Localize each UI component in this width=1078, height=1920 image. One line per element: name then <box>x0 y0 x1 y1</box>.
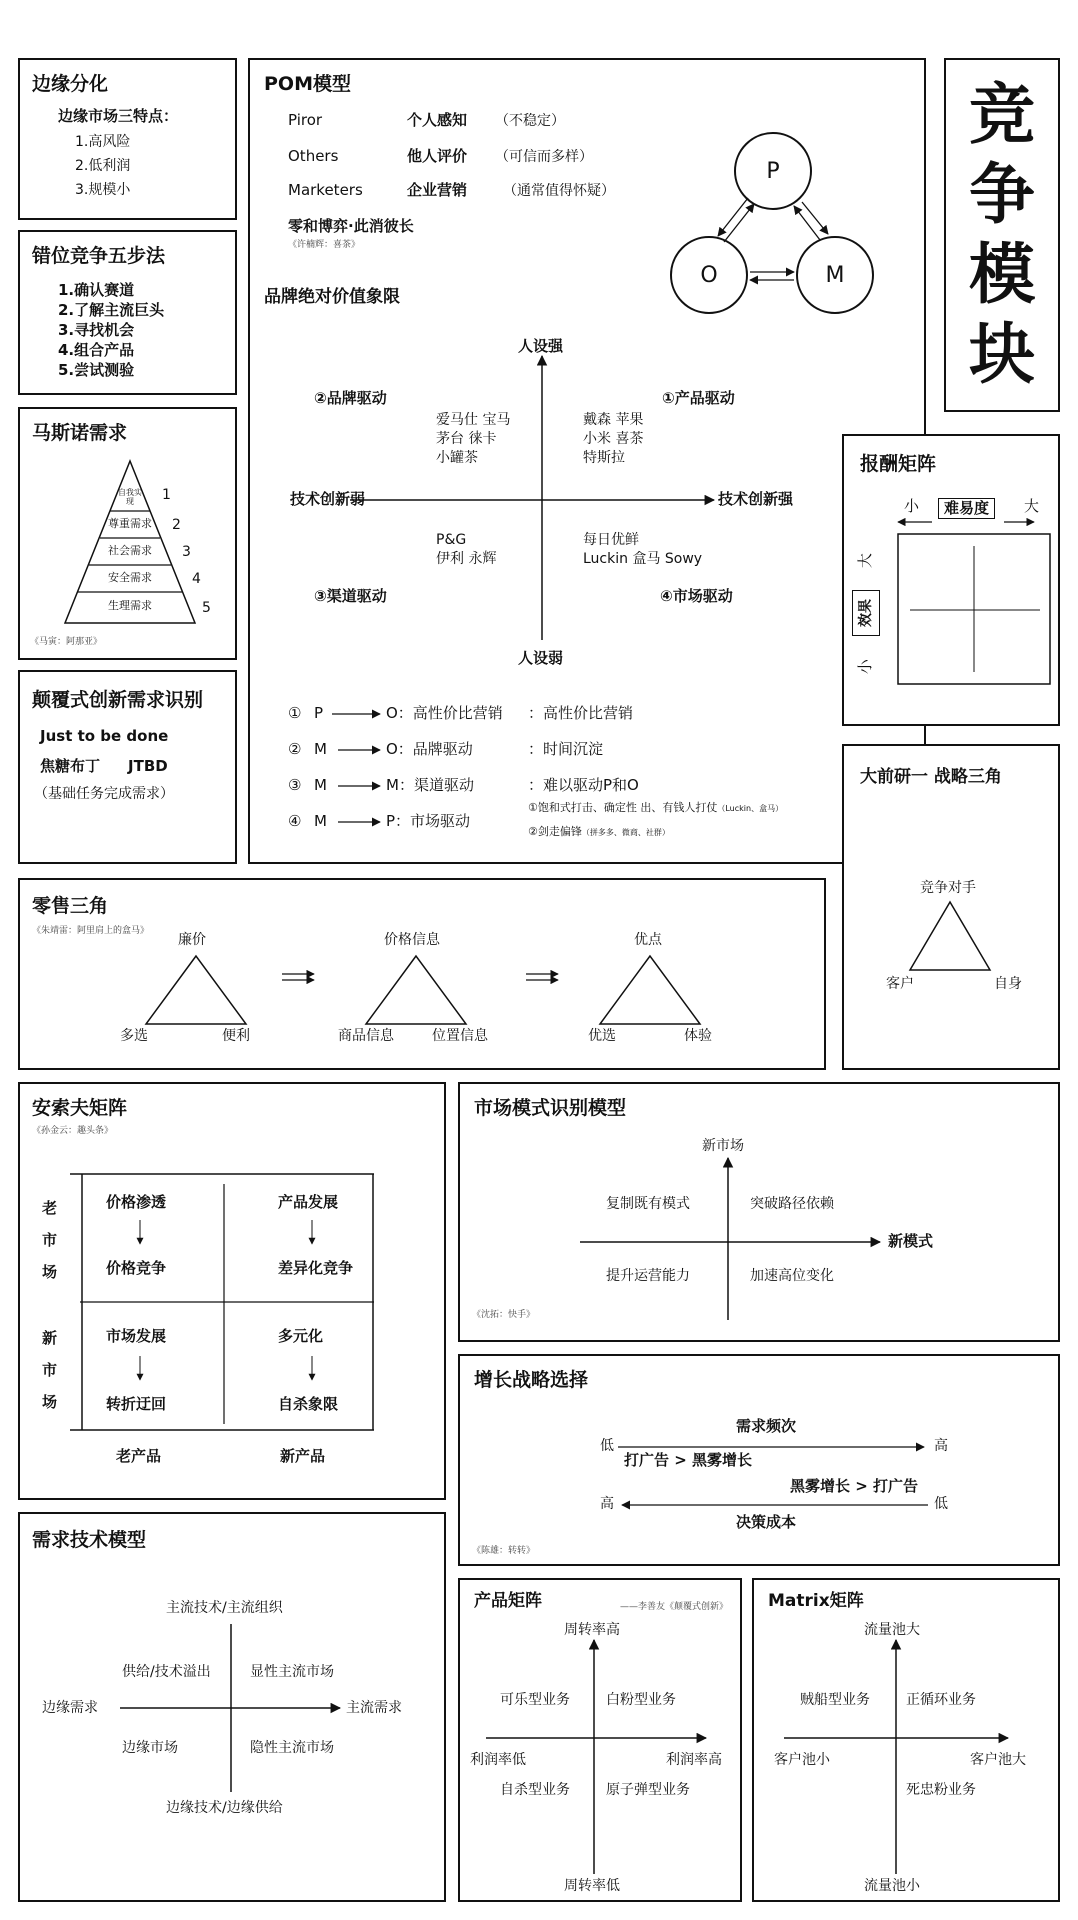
section-title: POM模型 <box>264 73 351 95</box>
quadrant-label: ①产品驱动 <box>662 389 735 407</box>
pyramid-level: 自我实现 <box>118 488 142 506</box>
axis-small-label: 小 <box>904 497 920 515</box>
maslow-section <box>18 407 237 660</box>
flow-from: M <box>314 740 327 758</box>
pyramid-number: 1 <box>162 487 171 503</box>
ansoff-section <box>18 1082 446 1500</box>
growth-line: 打广告 > 黑雾增长 <box>624 1451 753 1469</box>
quadrant-item: 每日优鲜 <box>583 532 639 548</box>
ansoff-grid <box>20 1084 448 1502</box>
effect-label <box>852 590 880 636</box>
ansoff-cell-top: 市场发展 <box>106 1327 167 1345</box>
market-label: 场 <box>42 1393 58 1411</box>
banner-char: 块 <box>969 316 1035 393</box>
quadrant-item: Luckin 盒马 Sowy <box>583 551 703 567</box>
effect-big-label: 大 <box>855 553 874 569</box>
quadrant-item: 显性主流市场 <box>250 1664 334 1680</box>
growth-arrows <box>460 1356 1062 1568</box>
quadrant-item: 小罐茶 <box>436 450 478 466</box>
quadrant-item: P&G <box>436 532 467 548</box>
quadrant-item: 茅台 徕卡 <box>436 431 497 447</box>
matrix-section <box>752 1578 1060 1902</box>
quadrant-item: 死忠粉业务 <box>906 1782 976 1798</box>
quadrant-item: 边缘市场 <box>122 1740 178 1756</box>
pyramid-level: 尊重需求 <box>108 517 152 530</box>
market-label: 场 <box>42 1263 58 1281</box>
section-subtitle: 边缘市场三特点： <box>58 107 179 125</box>
flow-number: ③ <box>288 776 302 794</box>
triangle-right-label: 体验 <box>684 1028 712 1044</box>
axis-label-top: 人设强 <box>518 337 564 355</box>
quadrant-item: 突破路径依赖 <box>750 1196 834 1212</box>
disrupt-line: 焦糖布丁 <box>40 757 101 775</box>
quadrant-item: 小米 喜茶 <box>583 431 644 447</box>
quadrant-item: 加速高位变化 <box>750 1268 834 1284</box>
pom-row-term: Piror <box>288 111 323 129</box>
triangle-top-label: 竞争对手 <box>920 880 976 896</box>
section-title: 需求技术模型 <box>32 1529 147 1551</box>
axis-low-label: 低 <box>934 1496 948 1512</box>
strategy-section <box>842 744 1060 1070</box>
axis-label-right: 主流需求 <box>346 1700 402 1716</box>
axis-label-top: 周转率高 <box>564 1622 620 1638</box>
quadrant-item: 正循环业务 <box>906 1692 976 1708</box>
quadrant-label: ④市场驱动 <box>660 587 733 605</box>
flow-from: M <box>314 776 327 794</box>
difficulty-label: 难易度 <box>938 498 995 519</box>
list-item: 2.低利润 <box>75 158 131 174</box>
demand-tech-section <box>18 1512 446 1902</box>
reward-section <box>842 434 1060 726</box>
banner-char: 模 <box>969 236 1035 313</box>
axis-label-left: 边缘需求 <box>42 1700 98 1716</box>
list-item: 1.高风险 <box>75 134 131 150</box>
list-item: 2.了解主流巨头 <box>58 301 165 319</box>
section-title: 马斯诺需求 <box>32 422 128 444</box>
ansoff-cell-bottom: 自杀象限 <box>278 1395 339 1413</box>
banner-char: 争 <box>969 156 1035 233</box>
axis-label-left: 利润率低 <box>470 1752 526 1768</box>
pom-row-note: （不稳定） <box>495 113 565 129</box>
quadrant-item: 爱马仕 宝马 <box>436 412 511 428</box>
source-note: 《陈雄：转转》 <box>472 1546 536 1556</box>
pom-row-meaning: 企业营销 <box>407 181 468 199</box>
pyramid-diagram <box>20 409 239 662</box>
flow-to: O：高性价比营销 <box>386 704 503 722</box>
pom-section <box>248 58 926 864</box>
axis-big-label: 大 <box>1024 497 1040 515</box>
flow-sub-small: （拼多多、微商、社群） <box>581 828 670 837</box>
pom-row-term: Marketers <box>288 181 363 199</box>
axis-label-right: 新模式 <box>888 1232 934 1250</box>
pyramid-number: 5 <box>202 600 211 616</box>
section-title: 产品矩阵 <box>474 1591 542 1611</box>
pom-row-note: （可信而多样） <box>495 149 593 165</box>
market-mode-section <box>458 1082 1060 1342</box>
pom-row-term: Others <box>288 147 339 165</box>
product-label: 新产品 <box>280 1447 326 1465</box>
effect-label-text: 效果 <box>857 599 874 627</box>
ansoff-cell-bottom: 转折迂回 <box>106 1395 167 1413</box>
axis-label-left: 客户池小 <box>774 1752 830 1768</box>
section-title: 安索夫矩阵 <box>32 1097 128 1119</box>
axis-label-bottom: 周转率低 <box>564 1878 620 1894</box>
flow-to: P：市场驱动 <box>386 812 471 830</box>
axis-label-right: 客户池大 <box>970 1752 1026 1768</box>
section-title: 报酬矩阵 <box>860 453 937 475</box>
pom-row-meaning: 个人感知 <box>407 111 468 129</box>
disrupt-line: JTBD <box>128 757 168 775</box>
section-title: 边缘分化 <box>32 73 109 95</box>
banner-char: 竞 <box>969 76 1035 153</box>
flow-sub-note <box>528 802 783 815</box>
flow-from: M <box>314 812 327 830</box>
list-item: 5.尝试测验 <box>58 361 135 379</box>
circle-o: O <box>670 236 748 314</box>
disrupt-note: （基础任务完成需求） <box>34 786 174 802</box>
quadrant-item: 供给/技术溢出 <box>122 1664 211 1680</box>
quadrant-item: 戴森 苹果 <box>583 412 644 428</box>
pyramid-level: 安全需求 <box>108 571 152 584</box>
section-title: 颠覆式创新需求识别 <box>32 689 204 711</box>
list-item: 3.规模小 <box>75 182 131 198</box>
ansoff-cell-top: 多元化 <box>278 1327 324 1345</box>
axis-label-right: 技术创新强 <box>718 490 794 508</box>
axis-high-label: 高 <box>934 1438 948 1454</box>
axis-label-top: 主流技术/主流组织 <box>166 1600 283 1616</box>
list-item: 4.组合产品 <box>58 341 135 359</box>
growth-section <box>458 1354 1060 1566</box>
market-label: 市 <box>42 1361 58 1379</box>
flow-number: ④ <box>288 812 302 830</box>
quadrant-item: 特斯拉 <box>583 450 625 466</box>
flow-from: P <box>314 704 324 722</box>
growth-line: 黑雾增长 > 打广告 <box>790 1477 919 1495</box>
freq-label: 需求频次 <box>736 1417 797 1435</box>
market-label: 新 <box>42 1329 58 1347</box>
axis-label-left: 技术创新弱 <box>290 490 366 508</box>
quadrant-item: 可乐型业务 <box>500 1692 570 1708</box>
source-note: 《马寅：阿那亚》 <box>30 637 103 647</box>
reward-matrix-lines <box>844 436 1062 728</box>
pyramid-number: 4 <box>192 571 201 587</box>
axis-label-top: 新市场 <box>702 1138 744 1154</box>
axis-high-label: 高 <box>600 1496 614 1512</box>
section-title: Matrix矩阵 <box>768 1591 864 1611</box>
disrupt-line: Just to be done <box>40 727 169 745</box>
triangle-right-label: 自身 <box>994 976 1022 992</box>
quadrant-item: 原子弹型业务 <box>606 1782 690 1798</box>
flow-sub-small: （Luckin、盒马） <box>717 804 784 813</box>
flow-number: ② <box>288 740 302 758</box>
source-note: 《许楠辉：喜茶》 <box>288 240 361 250</box>
quadrant-label: ③渠道驱动 <box>314 587 387 605</box>
flow-number: ① <box>288 704 302 722</box>
flow-sub-text: ②剑走偏锋 <box>528 825 582 838</box>
pom-row-meaning: 他人评价 <box>407 147 468 165</box>
quadrant-item: 隐性主流市场 <box>250 1740 334 1756</box>
pyramid-level: 生理需求 <box>108 599 152 612</box>
market-label: 老 <box>42 1199 58 1217</box>
axis-low-label: 低 <box>600 1438 614 1454</box>
flow-sub-note <box>528 826 670 839</box>
axis-label-bottom: 人设弱 <box>518 649 564 667</box>
triangle-left-label: 多选 <box>120 1028 148 1044</box>
triangle-right-label: 位置信息 <box>432 1028 488 1044</box>
axis-label-top: 流量池大 <box>864 1622 920 1638</box>
quadrant-item: 贼船型业务 <box>800 1692 870 1708</box>
quadrant-item: 复制既有模式 <box>606 1196 690 1212</box>
ansoff-cell-bottom: 价格竞争 <box>106 1259 167 1277</box>
market-label: 市 <box>42 1231 58 1249</box>
source-note: 《孙金云：趣头条》 <box>32 1126 114 1136</box>
disrupt-section <box>18 670 237 864</box>
zero-sum-label: 零和博弈·此消彼长 <box>288 217 414 235</box>
quadrant-label: ②品牌驱动 <box>314 389 387 407</box>
effect-small-label: 小 <box>855 659 874 675</box>
triangle-left-label: 商品信息 <box>338 1028 394 1044</box>
quadrant-item: 自杀型业务 <box>500 1782 570 1798</box>
source-note: ——李善友《颠覆式创新》 <box>620 1602 729 1612</box>
strategy-triangle <box>844 746 1062 1072</box>
flow-sub-text: ①饱和式打击、确定性 出、有钱人打仗 <box>528 801 718 814</box>
source-note: 《朱靖雷：阿里肩上的盒马》 <box>32 926 150 936</box>
pyramid-number: 3 <box>182 544 191 560</box>
title-banner <box>944 58 1060 412</box>
retail-section <box>18 878 826 1070</box>
quadrant-item: 白粉型业务 <box>606 1692 676 1708</box>
list-item: 1.确认赛道 <box>58 281 135 299</box>
section-title: 错位竞争五步法 <box>32 245 166 267</box>
ansoff-cell-bottom: 差异化竞争 <box>278 1259 354 1277</box>
flow-desc: ：难以驱动P和O <box>528 776 639 794</box>
section-title: 增长战略选择 <box>474 1369 589 1391</box>
triangle-left-label: 优选 <box>588 1028 616 1044</box>
pyramid-level: 社会需求 <box>108 544 152 557</box>
quadrant-item: 伊利 永辉 <box>436 551 497 567</box>
product-matrix-section <box>458 1578 742 1902</box>
section-title: 零售三角 <box>32 895 109 917</box>
triangle-top-label: 廉价 <box>178 932 206 948</box>
flow-desc: ：高性价比营销 <box>528 704 634 722</box>
quadrant-item: 提升运营能力 <box>606 1268 690 1284</box>
axis-label-bottom: 边缘技术/边缘供给 <box>166 1800 283 1816</box>
flow-to: O：品牌驱动 <box>386 740 473 758</box>
axis-label-bottom: 流量池小 <box>864 1878 920 1894</box>
triangle-top-label: 价格信息 <box>384 932 440 948</box>
circle-p: P <box>734 132 812 210</box>
market-mode-axes <box>460 1084 1062 1344</box>
mismatch-section <box>18 230 237 395</box>
pom-row-note: （通常值得怀疑） <box>503 183 615 199</box>
triangle-top-label: 优点 <box>634 932 662 948</box>
product-label: 老产品 <box>116 1447 162 1465</box>
triangle-right-label: 便利 <box>222 1028 250 1044</box>
source-note: 《沈拓：快手》 <box>472 1310 536 1320</box>
flow-desc: ：时间沉淀 <box>528 740 604 758</box>
pyramid-number: 2 <box>172 517 181 533</box>
circle-m: M <box>796 236 874 314</box>
triangle-left-label: 客户 <box>886 976 914 992</box>
ansoff-cell-top: 产品发展 <box>278 1193 339 1211</box>
section-title: 市场模式识别模型 <box>474 1097 627 1119</box>
cost-label: 决策成本 <box>736 1513 797 1531</box>
flow-to: M：渠道驱动 <box>386 776 474 794</box>
axis-label-right: 利润率高 <box>666 1752 722 1768</box>
brand-quadrant-title: 品牌绝对价值象限 <box>264 287 400 307</box>
edge-section <box>18 58 237 220</box>
ansoff-cell-top: 价格渗透 <box>106 1193 167 1211</box>
list-item: 3.寻找机会 <box>58 321 135 339</box>
section-title: 大前研一 战略三角 <box>860 767 1002 787</box>
